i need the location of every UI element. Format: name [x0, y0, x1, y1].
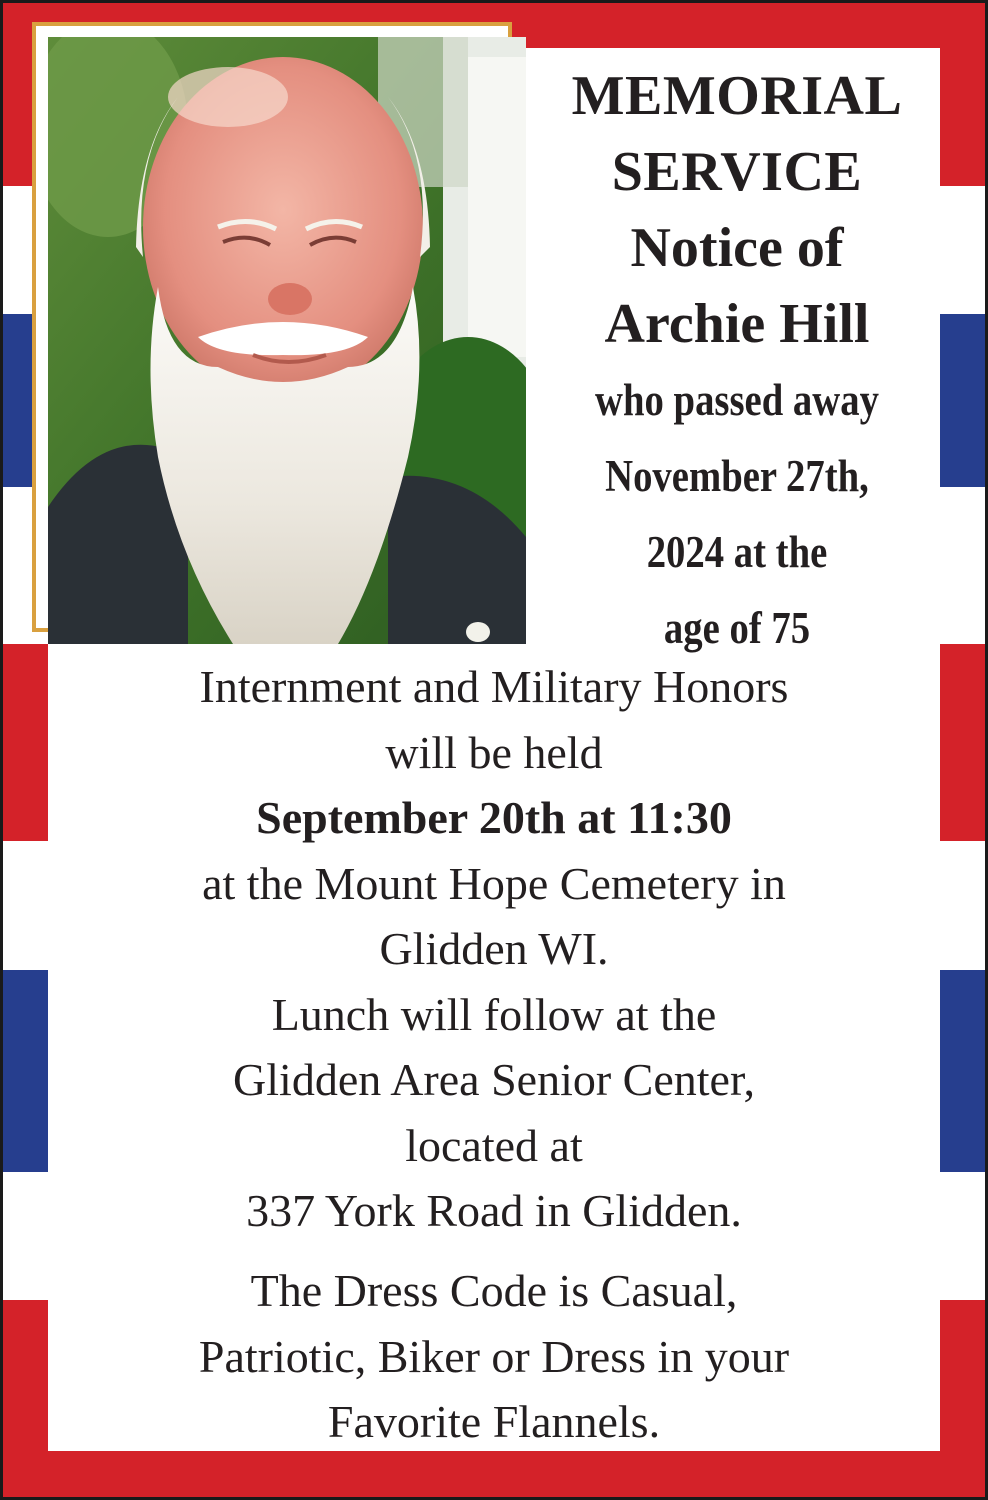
heading-service: SERVICE: [611, 141, 863, 203]
details-address: 337 York Road in Glidden.: [246, 1185, 742, 1236]
heading-age: age of 75: [663, 603, 811, 653]
service-date-time: September 20th at 11:30: [256, 792, 732, 843]
dress-code: [48, 1258, 940, 1455]
details-line: Glidden WI.: [379, 923, 609, 974]
heading-memorial: MEMORIAL: [571, 65, 903, 127]
service-details: [48, 654, 940, 1244]
dress-code-line: Patriotic, Biker or Dress in your: [198, 1330, 790, 1382]
dress-code-line: Favorite Flannels.: [327, 1396, 661, 1447]
heading-passed-away: who passed away: [595, 375, 879, 425]
portrait-image: [48, 37, 526, 644]
details-line: will be held: [385, 726, 603, 778]
details-line: Internment and Military Honors: [199, 661, 789, 712]
deceased-name: Archie Hill: [604, 293, 870, 355]
portrait-photo: [48, 37, 526, 644]
details-line: located at: [405, 1119, 583, 1171]
dress-code-line: The Dress Code is Casual,: [250, 1265, 738, 1316]
details-line: Lunch will follow at the: [271, 988, 717, 1040]
details-line: Glidden Area Senior Center,: [233, 1054, 755, 1105]
details-line: at the Mount Hope Cemetery in: [202, 857, 786, 909]
heading-year: 2024 at the: [646, 527, 828, 577]
memorial-heading: [532, 58, 942, 666]
heading-date-of-death: November 27th,: [605, 451, 869, 501]
heading-notice-of: Notice of: [630, 217, 844, 279]
